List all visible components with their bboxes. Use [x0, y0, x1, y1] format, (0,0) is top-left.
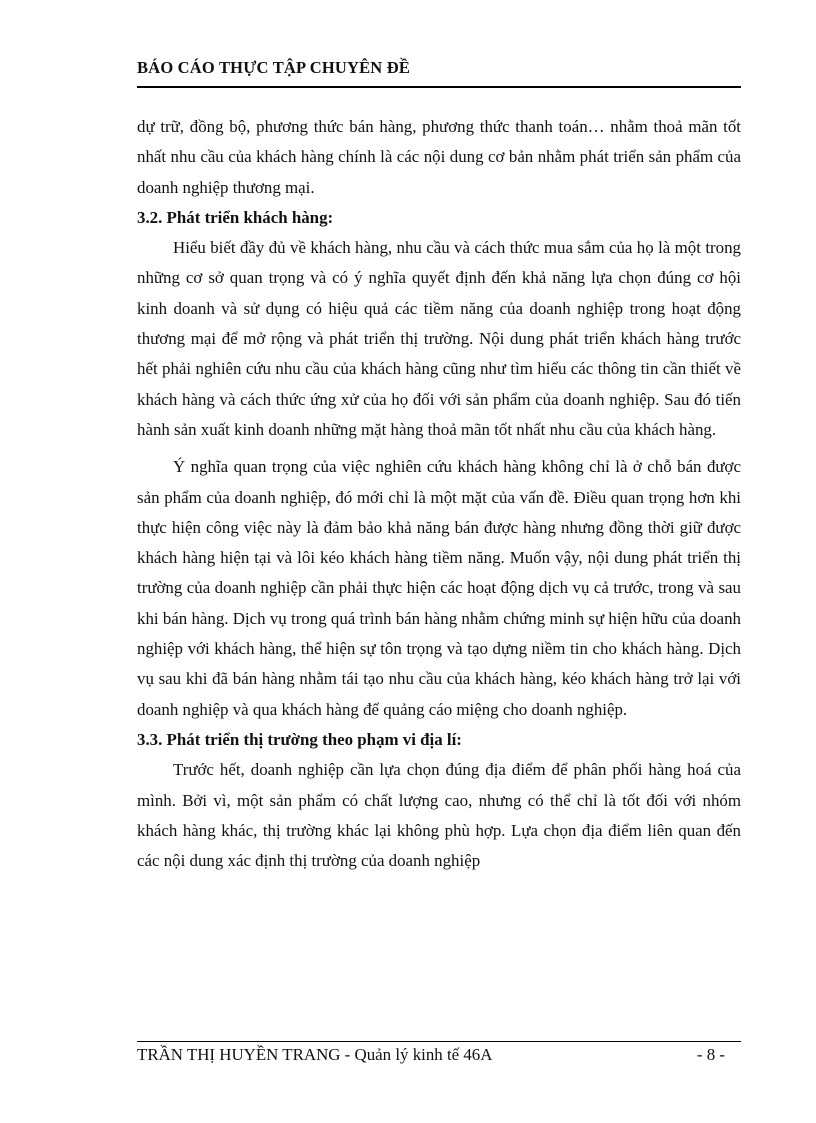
document-body [137, 112, 741, 876]
page-number: - 8 - [696, 1045, 725, 1064]
paragraph-customer-research: Ý nghĩa quan trọng của việc nghiên cứu khách hàng không chỉ là ở chỗ bán được sản phẩm của doanh nghiệp, đó mới chỉ là một mặt của vấn đề. Điều quan trọng hơn khi thực hiện công việc này là đảm bảo khả năng bán được hàng nhưng đồng thời giữ được khách hàng hiện tại và lôi kéo khách hàng tiềm năng. Muốn vậy, nội dung phát triển thị trường của doanh nghiệp cần phải thực hiện các hoạt động dịch vụ cả trước, trong và sau khi bán hàng. Dịch vụ trong quá trình bán hàng nhằm chứng minh sự hiện hữu của doanh nghiệp với khách hàng, thể hiện sự tôn trọng và tạo dựng niềm tin cho khách hàng. Dịch vụ sau khi đã bán hàng nhằm tái tạo nhu cầu của khách hàng, kéo khách hàng trở lại với doanh nghiệp và qua khách hàng để quảng cáo miệng cho doanh nghiệp. [137, 457, 741, 719]
page-header [137, 58, 741, 88]
paragraph-continuation: dự trữ, đồng bộ, phương thức bán hàng, phương thức thanh toán… nhằm thoả mãn tốt nhất nhu cầu của khách hàng chính là các nội dung cơ bản nhằm phát triển sản phẩm của doanh nghiệp thương mại. [137, 117, 741, 197]
section-heading-3-2: 3.2. Phát triển khách hàng: [137, 207, 334, 227]
paragraph-customer-understanding: Hiểu biết đầy đủ về khách hàng, nhu cầu và cách thức mua sắm của họ là một trong những cơ sở quan trọng và có ý nghĩa quyết định đến khả năng lựa chọn đúng cơ hội kinh doanh và sử dụng có hiệu quả các tiềm năng của doanh nghiệp trong hoạt động thương mại để mở rộng và phát triển thị trường. Nội dung phát triển khách hàng trước hết phải nghiên cứu nhu cầu của khách hàng cũng như tìm hiểu các thông tin cần thiết về khách hàng và cách thức ứng xử của họ đối với sản phẩm của doanh nghiệp. Sau đó tiến hành sản xuất kinh doanh những mặt hàng thoả mãn tốt nhất nhu cầu của khách hàng. [137, 238, 741, 439]
footer-author: TRẦN THỊ HUYỀN TRANG - Quản lý kinh tế 46A [137, 1045, 493, 1064]
paragraph-geographic-market: Trước hết, doanh nghiệp cần lựa chọn đúng địa điểm để phân phối hàng hoá của mình. Bởi vì, một sản phẩm có chất lượng cao, nhưng có thể chỉ là tốt đối với nhóm khách hàng khác, thị trường khác lại không phù hợp. Lựa chọn địa điểm liên quan đến các nội dung xác định thị trường của doanh nghiệp [137, 760, 741, 871]
section-heading-3-3: 3.3. Phát triển thị trường theo phạm vi địa lí: [137, 729, 462, 749]
header-title: BÁO CÁO THỰC TẬP CHUYÊN ĐỀ [137, 58, 411, 77]
page-footer [137, 1041, 741, 1072]
